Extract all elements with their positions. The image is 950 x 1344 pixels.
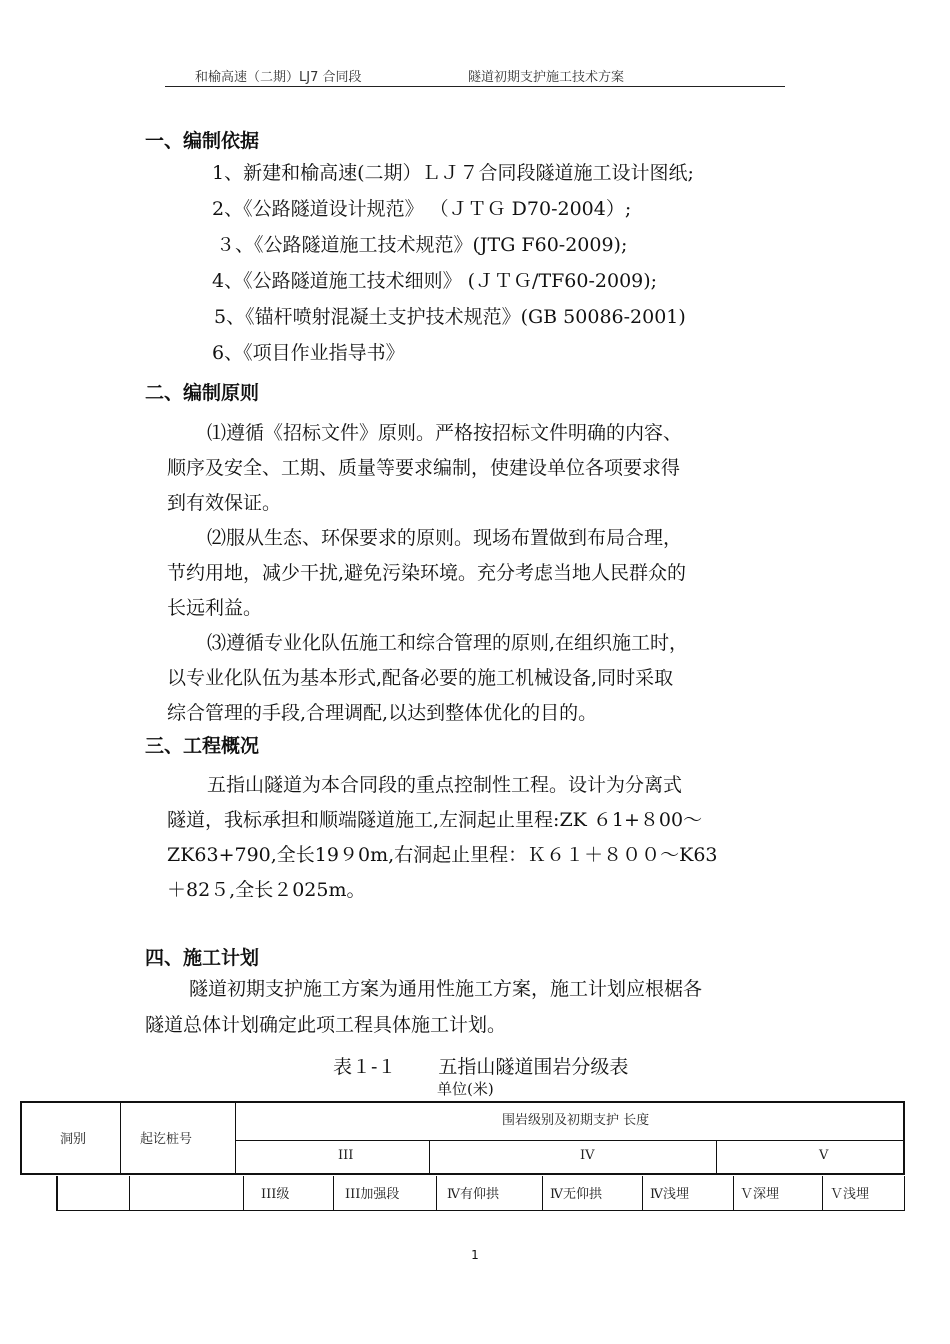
table-divider <box>436 1176 437 1211</box>
table-header-tunnel: 洞别 <box>60 1132 87 1147</box>
plan-line-2: 隧道总体计划确定此项工程具体施工计划。 <box>145 1014 507 1036</box>
table-header-grade-3: III <box>338 1148 354 1163</box>
table-divider <box>904 1176 905 1211</box>
table-caption-number: 表１-１ <box>333 1056 397 1078</box>
table-header-station: 起讫桩号 <box>140 1132 193 1147</box>
table-header-grade-5: V <box>819 1148 829 1163</box>
table-divider <box>733 1176 734 1211</box>
paragraph-line: ⑴遵循《招标文件》原则。严格按招标文件明确的内容、 <box>207 422 683 444</box>
header-project: 和榆高速（二期）LJ7 合同段 <box>195 70 362 85</box>
plan-line-1: 隧道初期支护施工方案为通用性施工方案，施工计划应根椐各 <box>189 978 703 1000</box>
table-subheader-cell: Ⅳ有仰拱 <box>447 1187 499 1202</box>
paragraph-line: ＋82５,全长２025m。 <box>167 879 366 901</box>
table-divider <box>120 1101 121 1175</box>
paragraph-line: 长远利益。 <box>167 597 263 619</box>
table-unit: 单位(米) <box>437 1080 494 1098</box>
basis-item-3: ３、《公路隧道施工技术规范》(JTG F60-2009); <box>216 234 628 256</box>
overview-paragraph <box>167 768 787 908</box>
table-subheader-cell: Ｖ深埋 <box>740 1187 780 1202</box>
principle-paragraph-3 <box>167 626 787 731</box>
paragraph-line: ⑵服从生态、环保要求的原则。现场布置做到布局合理， <box>207 527 683 549</box>
paragraph-line: 到有效保证。 <box>167 492 282 514</box>
table-subheader-cell: Ⅳ无仰拱 <box>550 1187 602 1202</box>
basis-item-6: 6、《项目作业指导书》 <box>212 342 405 364</box>
table-divider <box>642 1176 643 1211</box>
table-subheader-cell: Ⅳ浅埋 <box>650 1187 689 1202</box>
table-divider <box>429 1140 430 1175</box>
table-divider <box>235 1101 236 1175</box>
basis-item-4: 4、《公路隧道施工技术细则》 (ＪＴＧ/TF60-2009); <box>212 270 658 292</box>
paragraph-line: 综合管理的手段,合理调配,以达到整体优化的目的。 <box>167 702 598 724</box>
running-header <box>165 64 785 87</box>
table-divider <box>542 1176 543 1211</box>
table-subheader-cell: Ｖ浅埋 <box>830 1187 870 1202</box>
table-divider <box>129 1176 130 1211</box>
paragraph-line: 顺序及安全、工期、质量等要求编制，使建设单位各项要求得 <box>167 457 681 479</box>
basis-item-5: 5、《锚杆喷射混凝土支护技术规范》(GB 50086-2001) <box>214 306 686 328</box>
section-3-heading: 三、工程概况 <box>145 735 260 757</box>
paragraph-line: 节约用地，减少干扰,避免污染环境。充分考虑当地人民群众的 <box>167 562 687 584</box>
table-caption <box>333 1052 628 1079</box>
paragraph-line: ZK63+790,全长19９0m,右洞起止里程：Ｋ６１＋８００～K63 <box>167 844 718 866</box>
paragraph-line: 隧道，我标承担和顺端隧道施工,左洞起止里程:ZK ６1+８00～ <box>167 809 703 831</box>
section-2-heading: 二、编制原则 <box>145 382 260 404</box>
header-document-title: 隧道初期支护施工技术方案 <box>468 70 625 85</box>
section-4-heading: 四、施工计划 <box>145 947 260 969</box>
page-number: 1 <box>471 1248 479 1262</box>
paragraph-line: 以专业化队伍为基本形式,配备必要的施工机械设备,同时采取 <box>167 667 674 689</box>
basis-item-1: 1、新建和榆高速(二期）ＬＪ７合同段隧道施工设计图纸; <box>212 162 694 184</box>
table-subheader-cell: III加强段 <box>345 1187 400 1202</box>
table-header-group: 围岩级别及初期支护 长度 <box>502 1113 650 1128</box>
principle-paragraph-2 <box>167 521 787 626</box>
table-divider <box>822 1176 823 1211</box>
paragraph-line: 五指山隧道为本合同段的重点控制性工程。设计为分离式 <box>207 774 683 796</box>
table-divider <box>235 1140 905 1141</box>
paragraph-line: ⑶遵循专业化队伍施工和综合管理的原则,在组织施工时， <box>207 632 689 654</box>
table-subheader-cell: III级 <box>261 1187 290 1202</box>
principle-paragraph-1 <box>167 416 787 521</box>
basis-item-2: 2、《公路隧道设计规范》 （ＪＴＧ D70-2004）; <box>212 198 632 220</box>
table-divider <box>716 1140 717 1175</box>
section-1-heading: 一、编制依据 <box>145 130 260 152</box>
table-caption-title: 五指山隧道围岩分级表 <box>438 1056 629 1078</box>
table-divider <box>56 1176 58 1211</box>
table-divider <box>243 1176 244 1211</box>
table-header-grade-4: IV <box>580 1148 595 1163</box>
table-divider <box>333 1176 334 1211</box>
